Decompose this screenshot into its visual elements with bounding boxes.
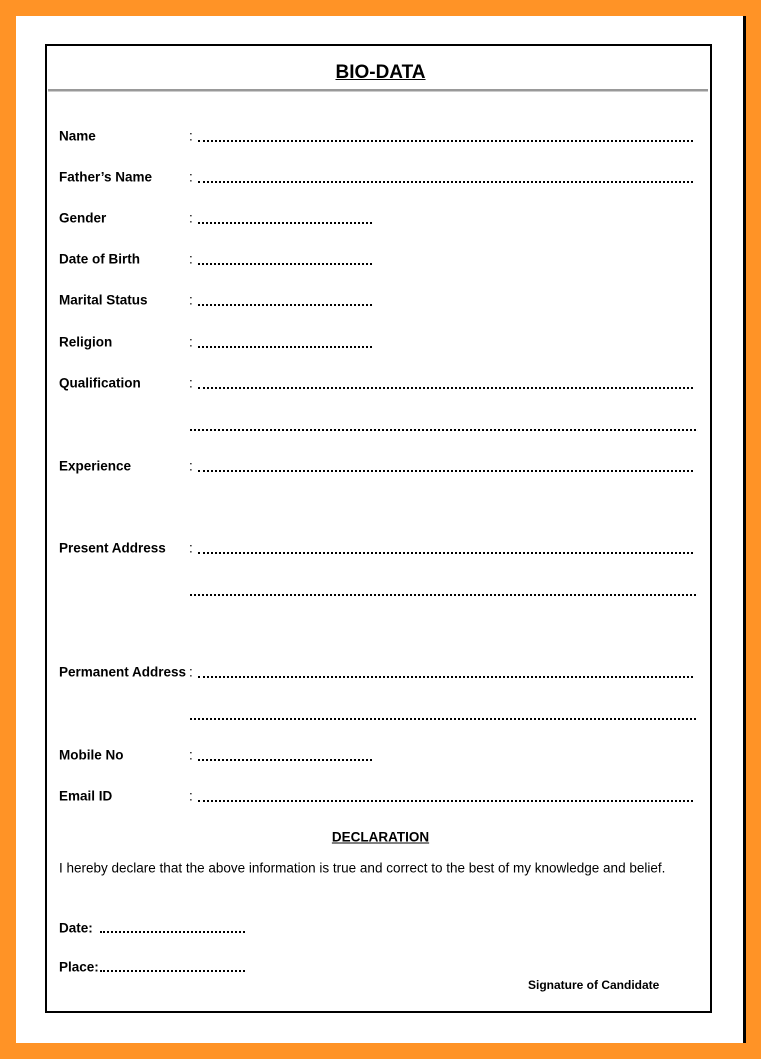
field-colon: :: [189, 292, 193, 308]
field-label-marital-status: Marital Status: [59, 292, 148, 308]
field-input-qualification[interactable]: [198, 387, 693, 389]
field-label-gender: Gender: [59, 210, 107, 226]
page-title: BIO-DATA: [335, 62, 426, 83]
field-label-mobile-no: Mobile No: [59, 747, 124, 763]
field-input-name[interactable]: [198, 140, 693, 142]
field-colon: :: [189, 375, 193, 391]
field-input-permanent-address-line2[interactable]: [190, 718, 696, 720]
field-colon: :: [189, 334, 193, 350]
field-colon: :: [189, 128, 193, 144]
date-label: Date:: [59, 920, 93, 936]
field-label-father-s-name: Father’s Name: [59, 169, 153, 185]
field-input-gender[interactable]: [198, 222, 372, 224]
field-label-date-of-birth: Date of Birth: [59, 251, 140, 267]
place-label: Place:: [59, 959, 99, 975]
field-colon: :: [189, 169, 193, 185]
field-input-qualification-line2[interactable]: [190, 429, 696, 431]
field-input-present-address[interactable]: [198, 552, 693, 554]
date-field[interactable]: [100, 931, 245, 933]
field-label-qualification: Qualification: [59, 375, 141, 391]
field-colon: :: [189, 251, 193, 267]
field-colon: :: [189, 458, 193, 474]
field-colon: :: [189, 664, 193, 680]
field-input-father-s-name[interactable]: [198, 181, 693, 183]
field-input-date-of-birth[interactable]: [198, 263, 372, 265]
field-colon: :: [189, 747, 193, 763]
field-input-permanent-address[interactable]: [198, 676, 693, 678]
field-input-experience[interactable]: [198, 470, 693, 472]
field-input-religion[interactable]: [198, 346, 372, 348]
field-label-name: Name: [59, 128, 96, 144]
field-colon: :: [189, 788, 193, 804]
field-input-mobile-no[interactable]: [198, 759, 372, 761]
declaration-heading: DECLARATION: [331, 829, 430, 845]
field-input-email-id[interactable]: [198, 800, 693, 802]
place-field[interactable]: [100, 970, 245, 972]
field-label-email-id: Email ID: [59, 788, 113, 804]
field-label-religion: Religion: [59, 334, 113, 350]
field-colon: :: [189, 540, 193, 556]
field-colon: :: [189, 210, 193, 226]
signature-label: Signature of Candidate: [528, 978, 660, 992]
field-label-experience: Experience: [59, 458, 132, 474]
field-input-marital-status[interactable]: [198, 304, 372, 306]
field-label-permanent-address: Permanent Address: [59, 664, 187, 680]
title-divider: [48, 89, 708, 92]
field-label-present-address: Present Address: [59, 540, 166, 556]
field-input-present-address-line2[interactable]: [190, 594, 696, 596]
declaration-text: I hereby declare that the above information is true and correct to the best of my knowledge and belief.: [59, 860, 666, 876]
